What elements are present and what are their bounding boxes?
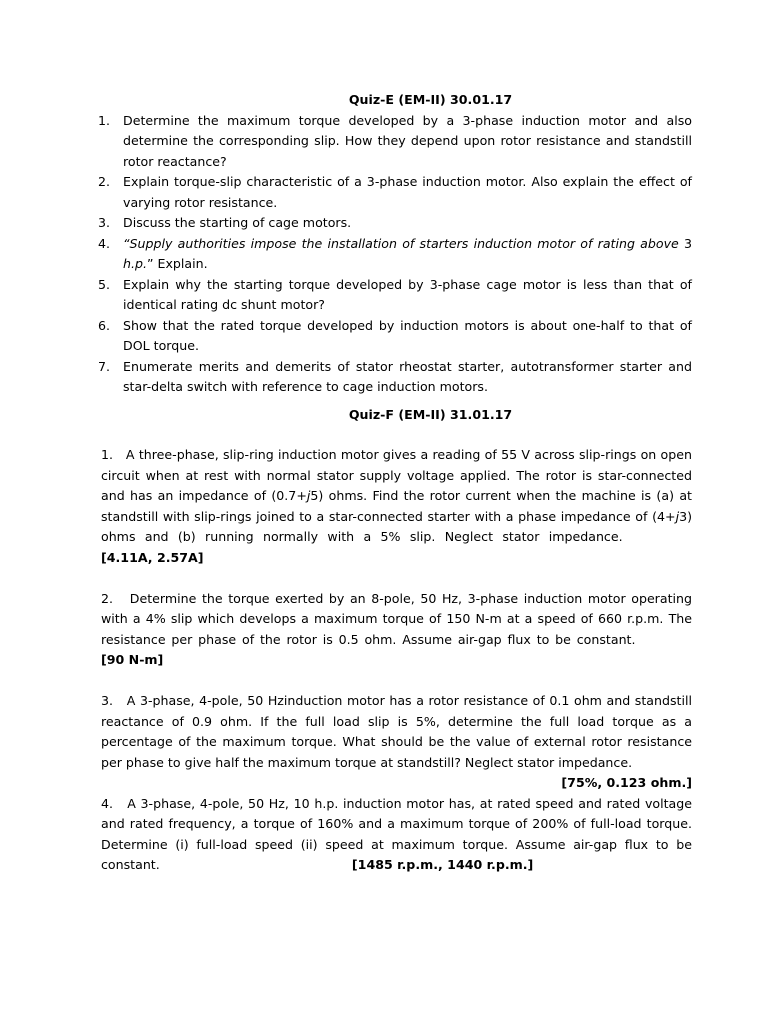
problem-text: 3) ohms and (b) running normally with a 5% slip. Neglect stator impedance. [101,508,692,544]
problem-number: 1. [101,447,114,462]
problem-text: 5) ohms. Find the rotor current when the machine is (a) at standstill with slip-rings joined to a star-connected starter with a phase impedance of (4+ [101,488,692,524]
question-hp: h.p. [123,256,147,271]
question-number: 7. [98,358,111,374]
quiz-e-question [98,316,692,357]
question-number: 3. [98,215,111,230]
quiz-e-question [98,172,692,213]
problem-number: 2. [101,590,114,606]
question-quote: “Supply authorities impose the installation of starters induction motor of rating above [123,235,684,251]
question-number: 2. [98,174,111,189]
question-number: 4. [98,235,111,251]
question-text: Discuss the starting of cage motors. [123,215,352,230]
question-text: Explain why the starting torque developed by 3-phase cage motor is less than that of identical rating dc shunt motor? [123,276,692,312]
problem-text: A 3-phase, 4-pole, 50 Hz, 10 h.p. induction motor has, at rated speed and rated voltage and rated frequency, a torque of 160% and a maximum torque of 200% of full-load torque. Determine (i) full-load speed (ii) speed at maximum torque. Assume air-gap flux to be constant. [101,795,692,872]
quiz-e-title: Quiz-E (EM-II) 30.01.17 [348,92,513,107]
quiz-f-problem [101,445,692,568]
question-rating: 3 [683,235,692,251]
spacer [101,671,692,692]
quiz-f-title: Quiz-F (EM-II) 31.01.17 [348,406,513,422]
quiz-e-question [98,357,692,398]
quiz-e-question-list [98,111,692,398]
problem-answer: [90 N-m] [101,652,164,667]
question-text: Enumerate merits and demerits of stator rheostat starter, autotransformer starter and star-delta switch with reference to cage induction motors. [123,358,692,394]
problem-text: A three-phase, slip-ring induction motor gives a reading of 55 V across slip-rings on open circuit when at rest with normal stator supply voltage applied. The rotor is star-connected and has an impedance of (0.7+ [101,447,692,503]
problem-text: Determine the torque exerted by an 8-pole, 50 Hz, 3-phase induction motor operating with a 4% slip which develops a maximum torque of 150 N-m at a speed of 660 r.p.m. The resistance per phase of the rotor is 0.5 ohm. Assume air-gap flux to be constant. [101,590,692,647]
problem-number: 4. [101,795,114,811]
imaginary-unit: j [306,488,311,503]
imaginary-unit: j [675,508,680,524]
quiz-e-question [98,275,692,316]
quiz-e-question [98,234,692,275]
spacer [101,568,692,589]
problem-text: A 3-phase, 4-pole, 50 Hzinduction motor has a rotor resistance of 0.1 ohm and standstill reactance of 0.9 ohm. If the full load slip is 5%, determine the full load torque as a percentage of the maximum torque. What should be the value of external rotor resistance per phase to give half the maximum torque at standstill? Neglect stator impedance. [101,693,692,770]
question-text: Explain torque-slip characteristic of a 3-phase induction motor. Also explain the effect of varying rotor resistance. [123,174,692,210]
quiz-f-problem [101,794,692,876]
quiz-f-problem [101,691,692,773]
problem-answer: [4.11A, 2.57A] [101,549,204,565]
question-number: 6. [98,317,111,333]
question-number: 1. [98,112,111,128]
question-number: 5. [98,276,111,292]
quiz-f-problem [101,589,692,671]
document-content [98,90,692,876]
problem-answer: [75%, 0.123 ohm.] [561,775,692,790]
quiz-e-question [98,111,692,173]
question-quote-end: ” Explain. [146,256,208,271]
quiz-e-question [98,213,692,234]
problem-number: 3. [101,693,114,708]
question-text: Show that the rated torque developed by induction motors is about one-half to that of DOL torque. [123,317,692,353]
problem-answer: [1485 r.p.m., 1440 r.p.m.] [351,857,534,872]
question-text: Determine the maximum torque developed by a 3-phase induction motor and also determine the corresponding slip. How they depend upon rotor resistance and standstill rotor reactance? [123,112,692,169]
